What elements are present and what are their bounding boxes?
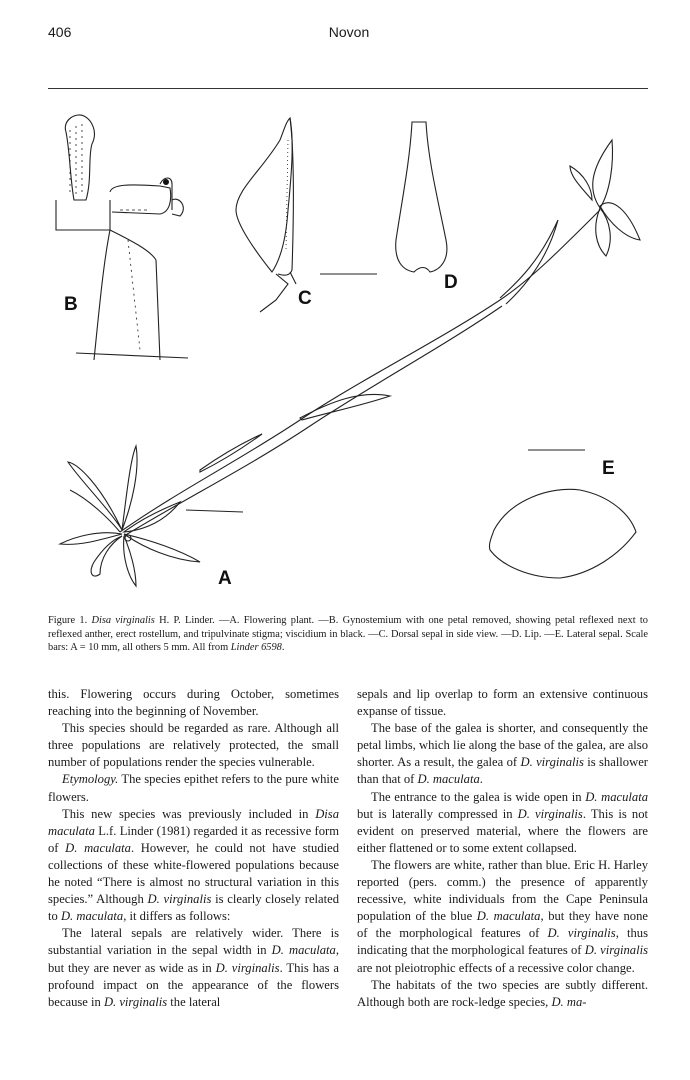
left-column bbox=[48, 686, 339, 1066]
paragraph: This species should be regarded as rare. Although all three populations are relatively protected, the small number of populations render the species vulnerable. bbox=[48, 721, 339, 770]
etymology-heading: Etymology. bbox=[62, 772, 119, 787]
caption-species: Disa virginalis bbox=[91, 615, 155, 626]
caption-collection: Linder 6598 bbox=[230, 642, 282, 654]
journal-title: Novon bbox=[328, 24, 370, 40]
scale-bar-a bbox=[186, 510, 243, 512]
text-span: The entrance to the galea is wide open in bbox=[371, 789, 586, 804]
taxon-name: D. maculata bbox=[271, 943, 336, 958]
caption-prefix: Figure 1. bbox=[48, 615, 88, 626]
text-span: . bbox=[479, 772, 483, 787]
paragraph bbox=[357, 977, 648, 1011]
text-span: This new species was previously included in bbox=[62, 806, 316, 821]
paragraph bbox=[357, 857, 648, 977]
panel-e-drawing bbox=[489, 489, 636, 578]
taxon-name: D. virginalis bbox=[584, 943, 648, 958]
header-rule bbox=[48, 88, 648, 89]
panel-label-a: A bbox=[218, 568, 232, 589]
taxon-name: D. virginalis bbox=[103, 994, 168, 1009]
text-span: are not pleiotrophic effects of a recessive color change. bbox=[357, 960, 635, 975]
taxon-name: D. ma- bbox=[551, 994, 587, 1009]
paragraph bbox=[357, 720, 648, 788]
text-span: . This is not evident on preserved material, where the flowers are either flattened or to some extent collapsed. bbox=[357, 806, 648, 855]
taxon-name: D. virginalis bbox=[215, 960, 280, 975]
panel-label-c: C bbox=[298, 288, 312, 309]
text-span: L.f. Linder (1981) regarded it as recessive form of bbox=[48, 823, 339, 855]
right-column bbox=[357, 686, 648, 1066]
paragraph bbox=[48, 925, 339, 1010]
text-span: , thus indicating that the morphological features of bbox=[357, 926, 648, 958]
text-span: , but they have none of the morphological features of bbox=[357, 909, 648, 941]
taxon-name: D. maculata bbox=[65, 840, 131, 855]
taxon-name: D. maculata bbox=[60, 909, 124, 924]
paragraph: sepals and lip overlap to form an extensive continuous expanse of tissue. bbox=[357, 687, 648, 719]
figure-illustration bbox=[40, 100, 660, 600]
panel-a-drawing bbox=[60, 140, 640, 586]
taxon-name: D. virginalis bbox=[517, 806, 583, 821]
figure-caption bbox=[48, 614, 648, 655]
text-span: is clearly closely related to bbox=[48, 892, 340, 924]
panel-b-drawing bbox=[56, 115, 183, 360]
text-span: , but they are never as wide as in bbox=[48, 943, 339, 975]
page-number: 406 bbox=[48, 24, 72, 40]
taxon-name: D. virginalis bbox=[547, 926, 616, 941]
body-text bbox=[48, 686, 648, 1066]
text-span: The habitats of the two species are subtly different. Although both are rock-ledge species, bbox=[357, 977, 648, 1009]
running-header bbox=[48, 24, 650, 44]
paragraph bbox=[357, 789, 648, 857]
caption-body: H. P. Linder. —A. Flowering plant. —B. Gynostemium with one petal removed, showing petal reflexed next to reflexed anther, erect rostellum, and tripulvinate stigma; viscidium in black. —C. Dorsal sepal in side view. —D. Lip. —E. Lateral sepal. Scale bars: A = 10 mm, all others 5 mm. All from bbox=[48, 615, 648, 654]
etymology-text: The species epithet refers to the pure white flowers. bbox=[48, 772, 339, 804]
text-span: . However, he could not have studied collections of these white-flowered populations because he noted “There is almost no structural variation in this species.” Although bbox=[48, 840, 340, 907]
text-span: , it differs as follows: bbox=[123, 909, 231, 924]
text-span: . This has a profound impact on the appearance of the flowers because in bbox=[48, 960, 340, 1009]
scale-bar-b bbox=[76, 353, 188, 358]
panel-d-drawing bbox=[396, 122, 447, 272]
taxon-name: D. virginalis bbox=[147, 892, 212, 907]
taxon-name: D. maculata bbox=[417, 772, 480, 787]
text-span: is shallower than that of bbox=[357, 755, 648, 787]
text-span: The flowers are white, rather than blue. Eric H. Harley reported (pers. comm.) the presence of apparently recessive, white individuals from the Cape Peninsula population of the blue bbox=[357, 857, 648, 924]
panel-label-b: B bbox=[64, 294, 78, 315]
panel-label-e: E bbox=[602, 458, 615, 479]
botanical-figure bbox=[40, 100, 660, 600]
taxon-name: Disa maculata bbox=[48, 806, 339, 838]
taxon-name: D. maculata bbox=[585, 789, 648, 804]
taxon-name: D. virginalis bbox=[520, 755, 584, 770]
text-span: but is laterally compressed in bbox=[357, 806, 518, 821]
paragraph bbox=[48, 806, 339, 926]
taxon-name: D. maculata bbox=[476, 909, 541, 924]
text-span: the lateral bbox=[167, 994, 221, 1009]
caption-end: . bbox=[281, 642, 285, 654]
panel-label-d: D bbox=[444, 272, 458, 293]
text-span: The base of the galea is shorter, and consequently the petal limbs, which lie along the base of the galea, are also shorter. As a result, the galea of bbox=[357, 721, 648, 770]
paragraph: this. Flowering occurs during October, sometimes reaching into the beginning of November. bbox=[48, 687, 339, 719]
paragraph bbox=[48, 771, 339, 805]
text-span: The lateral sepals are relatively wider. There is substantial variation in the sepal width in bbox=[48, 926, 339, 958]
panel-c-drawing bbox=[236, 118, 296, 312]
